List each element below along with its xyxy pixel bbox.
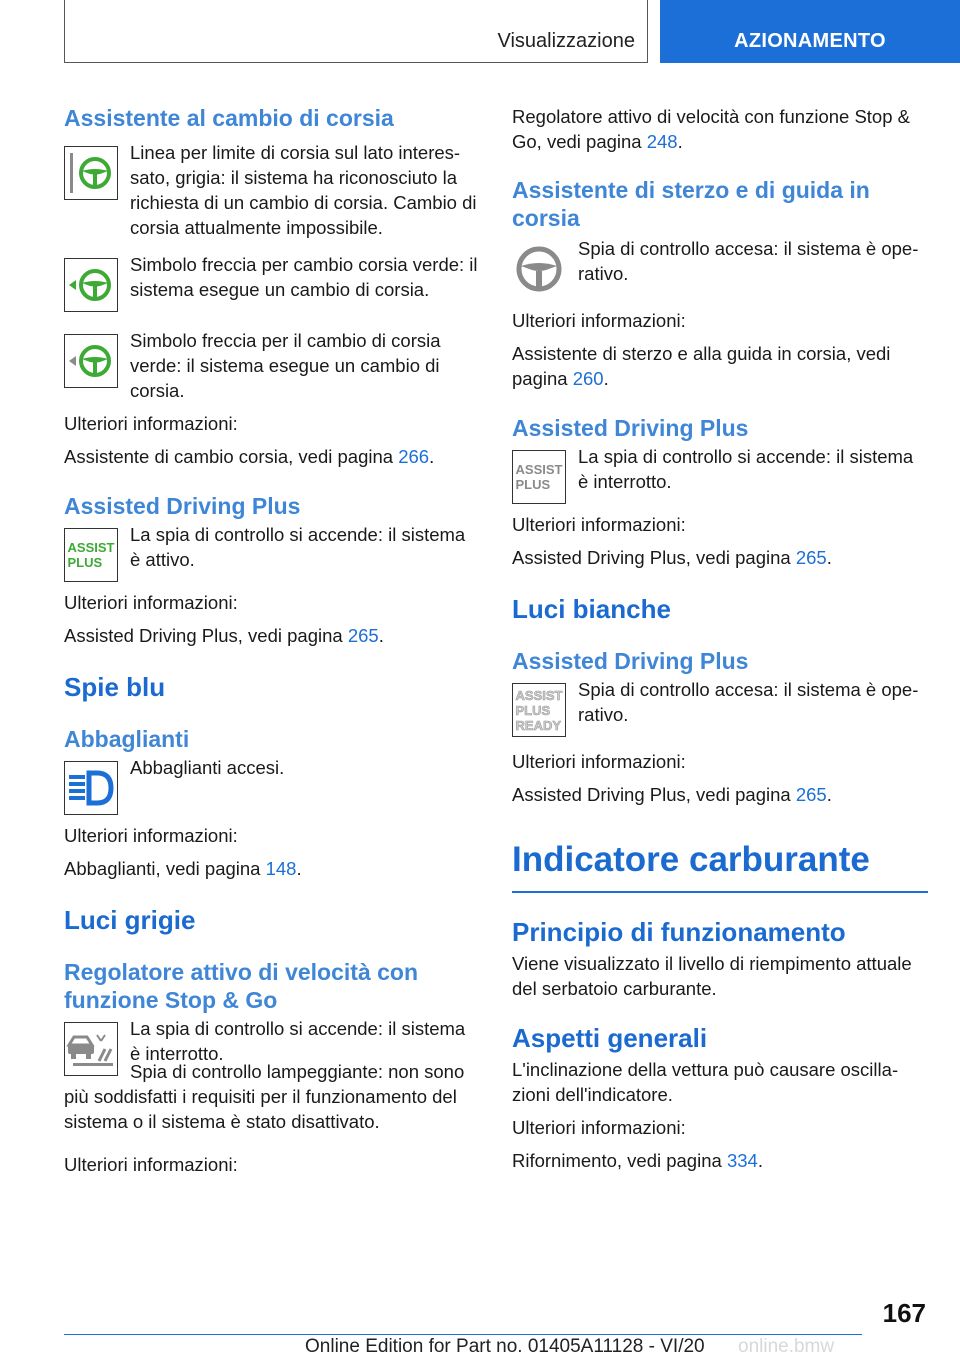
plus-label: PLUS xyxy=(67,555,103,570)
adp-interrupted-text: La spia di controllo si accende: il sistema è interrotto. xyxy=(578,446,914,492)
adp-interrupted-heading: Assisted Driving Plus xyxy=(512,415,749,441)
high-beam-ref-text: Abbaglianti, vedi pagina xyxy=(64,858,266,879)
acc-page-link[interactable]: 248 xyxy=(646,131,678,152)
assist-plus-green-icon xyxy=(64,528,118,582)
high-beam-heading: Abbaglianti xyxy=(64,726,190,752)
grey-lights-heading: Luci grigie xyxy=(64,905,196,935)
high-beam-entry xyxy=(64,755,480,815)
steering-wheel-grey-arrow-icon xyxy=(64,334,118,388)
adp-interrupted-reference: Assisted Driving Plus, vedi pagina 265. xyxy=(512,547,832,568)
steer-ref-text: Assistente di sterzo e alla guida in corsia, vedi pagina xyxy=(512,343,891,389)
adp-entry xyxy=(64,522,480,582)
edition-text: Online Edition for Part no. 01405A11128 - VI/20 xyxy=(305,1336,705,1357)
principle-text: Viene visualizzato il livello di riempimento attuale del serbatoio carburante. xyxy=(512,953,912,999)
adp-ready-entry xyxy=(512,677,928,737)
lane-change-page-link[interactable]: 266 xyxy=(398,446,430,467)
left-column xyxy=(64,104,480,1177)
adp-text: La spia di controllo si accende: il sistema è attivo. xyxy=(130,524,466,570)
lane-change-entry-3 xyxy=(64,328,480,403)
steering-wheel-green-arrow-icon xyxy=(64,258,118,312)
steer-heading: Assistente di sterzo e di guida in corsia xyxy=(512,177,870,231)
steer-more: Ulteriori informazioni: xyxy=(512,310,686,331)
adp-ready-ref-text: Assisted Driving Plus, vedi pagina xyxy=(512,784,796,805)
general-ref-text: Rifornimento, vedi pagina xyxy=(512,1150,727,1171)
high-beam-reference: Abbaglianti, vedi pagina 148. xyxy=(64,858,302,879)
steering-wheel-grey-icon xyxy=(512,242,566,296)
adp-reference: Assisted Driving Plus, vedi pagina 265. xyxy=(64,625,384,646)
footer-rule xyxy=(64,1334,862,1335)
header-section-box xyxy=(64,0,648,63)
steer-reference: Assistente di sterzo e alla guida in corsia, vedi pagina 260. xyxy=(512,343,891,389)
assist-label: ASSIST xyxy=(67,540,115,555)
lane-change-text-2: Simbolo freccia per cambio corsia verde: il sistema esegue un cambio di corsia. xyxy=(130,254,478,300)
adp-more: Ulteriori informazioni: xyxy=(64,592,238,613)
adp-ready-reference: Assisted Driving Plus, vedi pagina 265. xyxy=(512,784,832,805)
adp-page-link[interactable]: 265 xyxy=(347,625,379,646)
lane-change-reference: Assistente di cambio corsia, vedi pagina 266. xyxy=(64,446,435,467)
high-beam-more: Ulteriori informazioni: xyxy=(64,825,238,846)
steer-page-link[interactable]: 260 xyxy=(572,368,604,389)
general-page-link[interactable]: 334 xyxy=(726,1150,758,1171)
blue-lights-heading: Spie blu xyxy=(64,672,166,702)
acc-more: Ulteriori informazioni: xyxy=(64,1154,238,1175)
high-beam-page-link[interactable]: 148 xyxy=(265,858,297,879)
adp-ready-text: Spia di controllo accesa: il sistema è operativo. xyxy=(578,679,919,725)
header-chapter-title: AZIONAMENTO xyxy=(734,30,886,52)
general-more: Ulteriori informazioni: xyxy=(512,1117,686,1138)
adp-ref-text: Assisted Driving Plus, vedi pagina xyxy=(64,625,348,646)
lane-change-entry-2 xyxy=(64,252,480,312)
principle-heading: Principio di funzionamento xyxy=(512,917,846,947)
ready-label: READY xyxy=(515,717,562,733)
assist-plus-ready-icon xyxy=(512,683,566,737)
plus-label: PLUS xyxy=(515,477,551,492)
adp-interrupted-page-link[interactable]: 265 xyxy=(795,547,827,568)
assist-label: ASSIST xyxy=(515,462,563,477)
steering-wheel-grey-line-icon xyxy=(64,146,118,200)
watermark: online.bmw xyxy=(738,1336,835,1357)
general-heading: Aspetti generali xyxy=(512,1023,708,1053)
header-chapter-tab[interactable] xyxy=(660,0,960,63)
cruise-control-car-icon xyxy=(64,1022,118,1076)
fuel-gauge-heading: Indicatore carburante xyxy=(512,840,870,879)
lane-change-text-1: Linea per limite di corsia sul lato interessato, grigia: il sistema ha riconosciuto la richiesta di un cambio di corsia. Cambio di corsia attualmente impossibile. xyxy=(130,142,477,238)
white-lights-heading: Luci bianche xyxy=(512,594,671,624)
right-column xyxy=(512,104,928,1173)
high-beam-icon xyxy=(64,761,118,815)
lane-change-entry-1 xyxy=(64,140,480,240)
acc-text-2: Spia di controllo lampeggiante: non sono più soddisfatti i requisiti per il funzionamento del sistema o il sistema è stato disattivato. xyxy=(64,1061,465,1132)
assist-label: ASSIST xyxy=(515,687,563,703)
general-text: L'inclinazione della vettura può causare oscillazioni dell'indicatore. xyxy=(512,1059,899,1105)
acc-reference: Regolatore attivo di velocità con funzione Stop & Go, vedi pagina 248. xyxy=(512,106,910,152)
acc-ref-text: Regolatore attivo di velocità con funzione Stop & Go, vedi pagina xyxy=(512,106,910,152)
assist-plus-grey-icon xyxy=(512,450,566,504)
page-number: 167 xyxy=(882,1298,926,1328)
high-beam-text: Abbaglianti accesi. xyxy=(130,757,285,778)
adp-heading: Assisted Driving Plus xyxy=(64,493,301,519)
header-section-title: Visualizzazione xyxy=(497,30,635,52)
adp-ready-more: Ulteriori informazioni: xyxy=(512,751,686,772)
lane-change-heading: Assistente al cambio di corsia xyxy=(64,105,394,131)
acc-text-1: La spia di controllo si accende: il sistema è interrotto. xyxy=(130,1018,466,1064)
lane-change-text-3: Simbolo freccia per il cambio di corsia verde: il sistema esegue un cambio di corsia. xyxy=(130,330,441,401)
steer-text: Spia di controllo accesa: il sistema è operativo. xyxy=(578,238,919,284)
adp-interrupted-entry xyxy=(512,444,928,504)
general-reference: Rifornimento, vedi pagina 334. xyxy=(512,1150,763,1171)
acc-heading: Regolatore attivo di velocità con funzione Stop & Go xyxy=(64,959,419,1013)
plus-label: PLUS xyxy=(515,702,551,718)
adp-interrupted-ref-text: Assisted Driving Plus, vedi pagina xyxy=(512,547,796,568)
adp-ready-page-link[interactable]: 265 xyxy=(795,784,827,805)
lane-change-ref-text: Assistente di cambio corsia, vedi pagina xyxy=(64,446,399,467)
steer-entry xyxy=(512,236,928,296)
adp-interrupted-more: Ulteriori informazioni: xyxy=(512,514,686,535)
fuel-heading-rule xyxy=(512,891,928,893)
adp-ready-heading: Assisted Driving Plus xyxy=(512,648,749,674)
lane-change-more: Ulteriori informazioni: xyxy=(64,413,238,434)
